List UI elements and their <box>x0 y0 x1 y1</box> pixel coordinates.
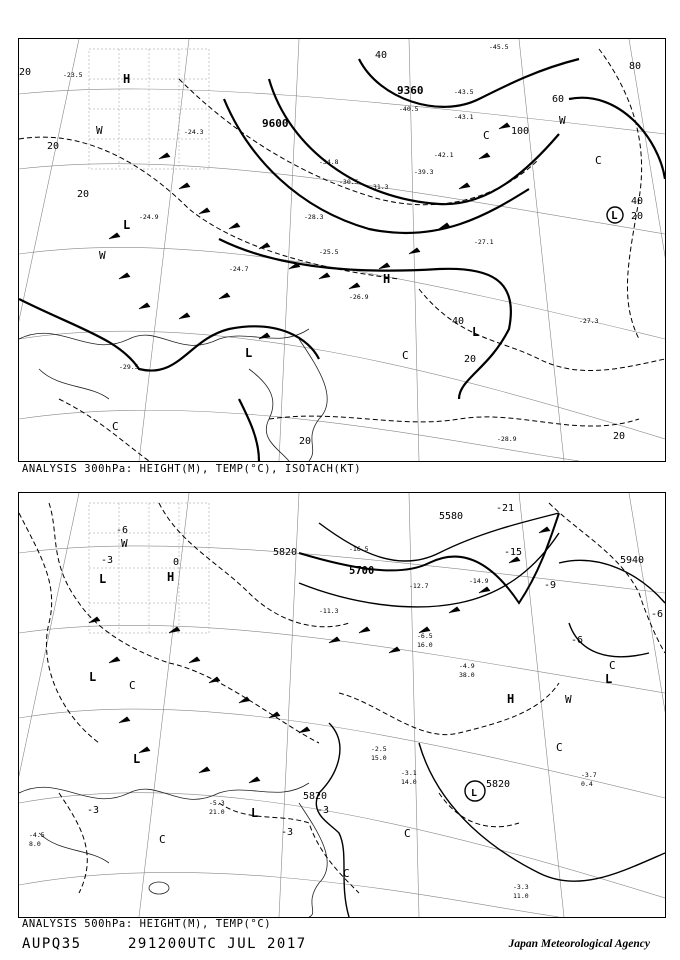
low-center-symbol: L <box>133 752 141 766</box>
cold-center-symbol: C <box>404 827 411 840</box>
temperature-observations <box>63 43 599 443</box>
height-label-5700: 5700 <box>349 565 375 577</box>
isotherm-label: -3 <box>101 555 114 566</box>
isotherm-label: -6 <box>651 609 664 620</box>
temp-obs: 21.0 <box>209 808 225 816</box>
temp-obs: -26.9 <box>349 293 369 301</box>
height-label-5820: 5820 <box>303 791 328 802</box>
temp-obs: -29.5 <box>119 363 139 371</box>
isotach-label: 20 <box>47 141 60 152</box>
temp-obs: -43.1 <box>454 113 474 121</box>
cold-center-symbol: C <box>483 129 490 142</box>
isotachs <box>19 49 665 461</box>
cold-center-symbol: C <box>402 349 409 362</box>
height-label-9600: 9600 <box>262 117 289 130</box>
chart-id: AUPQ35 <box>22 936 82 952</box>
valid-time: 291200UTC JUL 2017 <box>128 936 307 952</box>
height-contours <box>19 59 665 461</box>
warm-center-symbol: W <box>121 537 128 550</box>
isotherm-label: -6 <box>571 635 584 646</box>
temp-obs: -39.3 <box>414 168 434 176</box>
temp-obs: -12.7 <box>409 582 429 590</box>
temp-obs: 15.0 <box>371 754 387 762</box>
low-center-symbol: L <box>245 346 253 360</box>
height-label-5940: 5940 <box>620 555 645 566</box>
temp-obs: 16.0 <box>417 641 433 649</box>
temp-obs: -28.3 <box>304 213 324 221</box>
warm-center-symbol: W <box>99 249 106 262</box>
warm-center-symbol: W <box>559 114 566 127</box>
low-center-symbol: L <box>472 325 480 339</box>
cold-center-symbol: C <box>343 867 350 880</box>
cold-center-symbol: C <box>129 679 136 692</box>
low-center-symbol: L <box>605 672 613 686</box>
temp-obs: -16.5 <box>349 545 369 553</box>
height-label-5580: 5580 <box>439 511 464 522</box>
map-500hpa-canvas <box>19 493 665 917</box>
temp-obs: 38.0 <box>459 671 475 679</box>
isotherm-label: -9 <box>544 580 557 591</box>
isotherm-label: -6 <box>116 525 129 536</box>
isotach-label: 40 <box>375 50 388 61</box>
temp-obs: -3.3 <box>513 883 529 891</box>
isotherm-label: -15 <box>504 547 523 558</box>
graticule <box>19 39 665 461</box>
warm-center-symbol: W <box>96 124 103 137</box>
isotach-label: 20 <box>631 211 644 222</box>
temp-obs: -23.5 <box>63 71 83 79</box>
cold-center-symbol: C <box>609 659 616 672</box>
temp-obs: -3.1 <box>401 769 417 777</box>
temp-obs: -4.5 <box>29 831 45 839</box>
height-label-9360: 9360 <box>397 84 424 97</box>
isotach-label: 80 <box>629 61 642 72</box>
analysis-300hpa-map <box>18 38 666 462</box>
temp-obs: -6.5 <box>417 632 433 640</box>
isotach-label: 20 <box>299 436 312 447</box>
high-center-symbol: H <box>507 692 515 706</box>
high-center-symbol: H <box>123 72 131 86</box>
isotach-label: 20 <box>19 67 32 78</box>
low-center-symbol: L <box>99 572 107 586</box>
temp-obs: -5.3 <box>209 799 225 807</box>
temp-obs: -11.3 <box>319 607 339 615</box>
isotherm-label: -3 <box>281 827 294 838</box>
isotherm-label: -21 <box>496 503 515 514</box>
temp-obs: -27.1 <box>474 238 494 246</box>
isotach-label: 20 <box>77 189 90 200</box>
temp-obs: -42.1 <box>434 151 454 159</box>
temp-obs: -43.5 <box>454 88 474 96</box>
low-center-symbol: L <box>251 806 259 820</box>
temperature-observations <box>29 545 597 900</box>
cold-center-symbol: C <box>112 420 119 433</box>
temp-obs: -34.8 <box>319 158 339 166</box>
caption-500hpa: ANALYSIS 500hPa: HEIGHT(M), TEMP(°C) <box>22 918 272 930</box>
temp-obs: 11.0 <box>513 892 529 900</box>
isotach-label: 60 <box>552 94 565 105</box>
low-center-symbol: L <box>471 788 478 799</box>
temp-obs: -28.9 <box>497 435 517 443</box>
low-center-symbol: L <box>611 209 618 222</box>
temp-obs: -40.5 <box>399 105 419 113</box>
isotach-label: 40 <box>631 196 644 207</box>
height-contours-bold <box>299 513 559 603</box>
high-center-symbol: H <box>167 570 175 584</box>
temp-obs: -27.3 <box>579 317 599 325</box>
temp-obs: -45.5 <box>489 43 509 51</box>
isotach-label: 20 <box>464 354 477 365</box>
temp-obs: -3.7 <box>581 771 597 779</box>
isotherm-label: -3 <box>87 805 100 816</box>
cold-center-symbol: C <box>595 154 602 167</box>
coastlines <box>19 329 327 461</box>
temp-obs: 14.0 <box>401 778 417 786</box>
isotherm-label: 0 <box>173 557 180 568</box>
high-center-symbol: H <box>383 272 391 286</box>
analysis-500hpa-map <box>18 492 666 918</box>
temp-obs: -25.5 <box>319 248 339 256</box>
temp-obs: -31.3 <box>369 183 389 191</box>
warm-center-symbol: W <box>565 693 572 706</box>
isotach-label: 100 <box>511 126 530 137</box>
temp-obs: -4.9 <box>459 662 475 670</box>
agency-credit: Japan Meteorological Agency <box>508 938 650 950</box>
temp-obs: 0.4 <box>581 780 593 788</box>
temp-obs: -24.3 <box>184 128 204 136</box>
temp-obs: -2.5 <box>371 745 387 753</box>
temp-obs: -14.9 <box>469 577 489 585</box>
cold-center-symbol: C <box>159 833 166 846</box>
cold-center-symbol: C <box>556 741 563 754</box>
height-label-5820: 5820 <box>273 547 298 558</box>
low-center-symbol: L <box>89 670 97 684</box>
wind-barbs <box>89 527 550 783</box>
temp-obs: -24.9 <box>139 213 159 221</box>
height-label-5820: 5820 <box>486 779 511 790</box>
isotach-label: 20 <box>613 431 626 442</box>
isotherm-label: -3 <box>317 805 330 816</box>
temp-obs: -30.5 <box>339 178 359 186</box>
isotach-label: 40 <box>452 316 465 327</box>
temp-obs: 8.0 <box>29 840 41 848</box>
temp-obs: -24.7 <box>229 265 249 273</box>
low-center-symbol: L <box>123 218 131 232</box>
map-300hpa-canvas <box>19 39 665 461</box>
caption-300hpa: ANALYSIS 300hPa: HEIGHT(M), TEMP(°C), ISOTACH(KT) <box>22 463 362 475</box>
land-hatch <box>89 503 209 633</box>
